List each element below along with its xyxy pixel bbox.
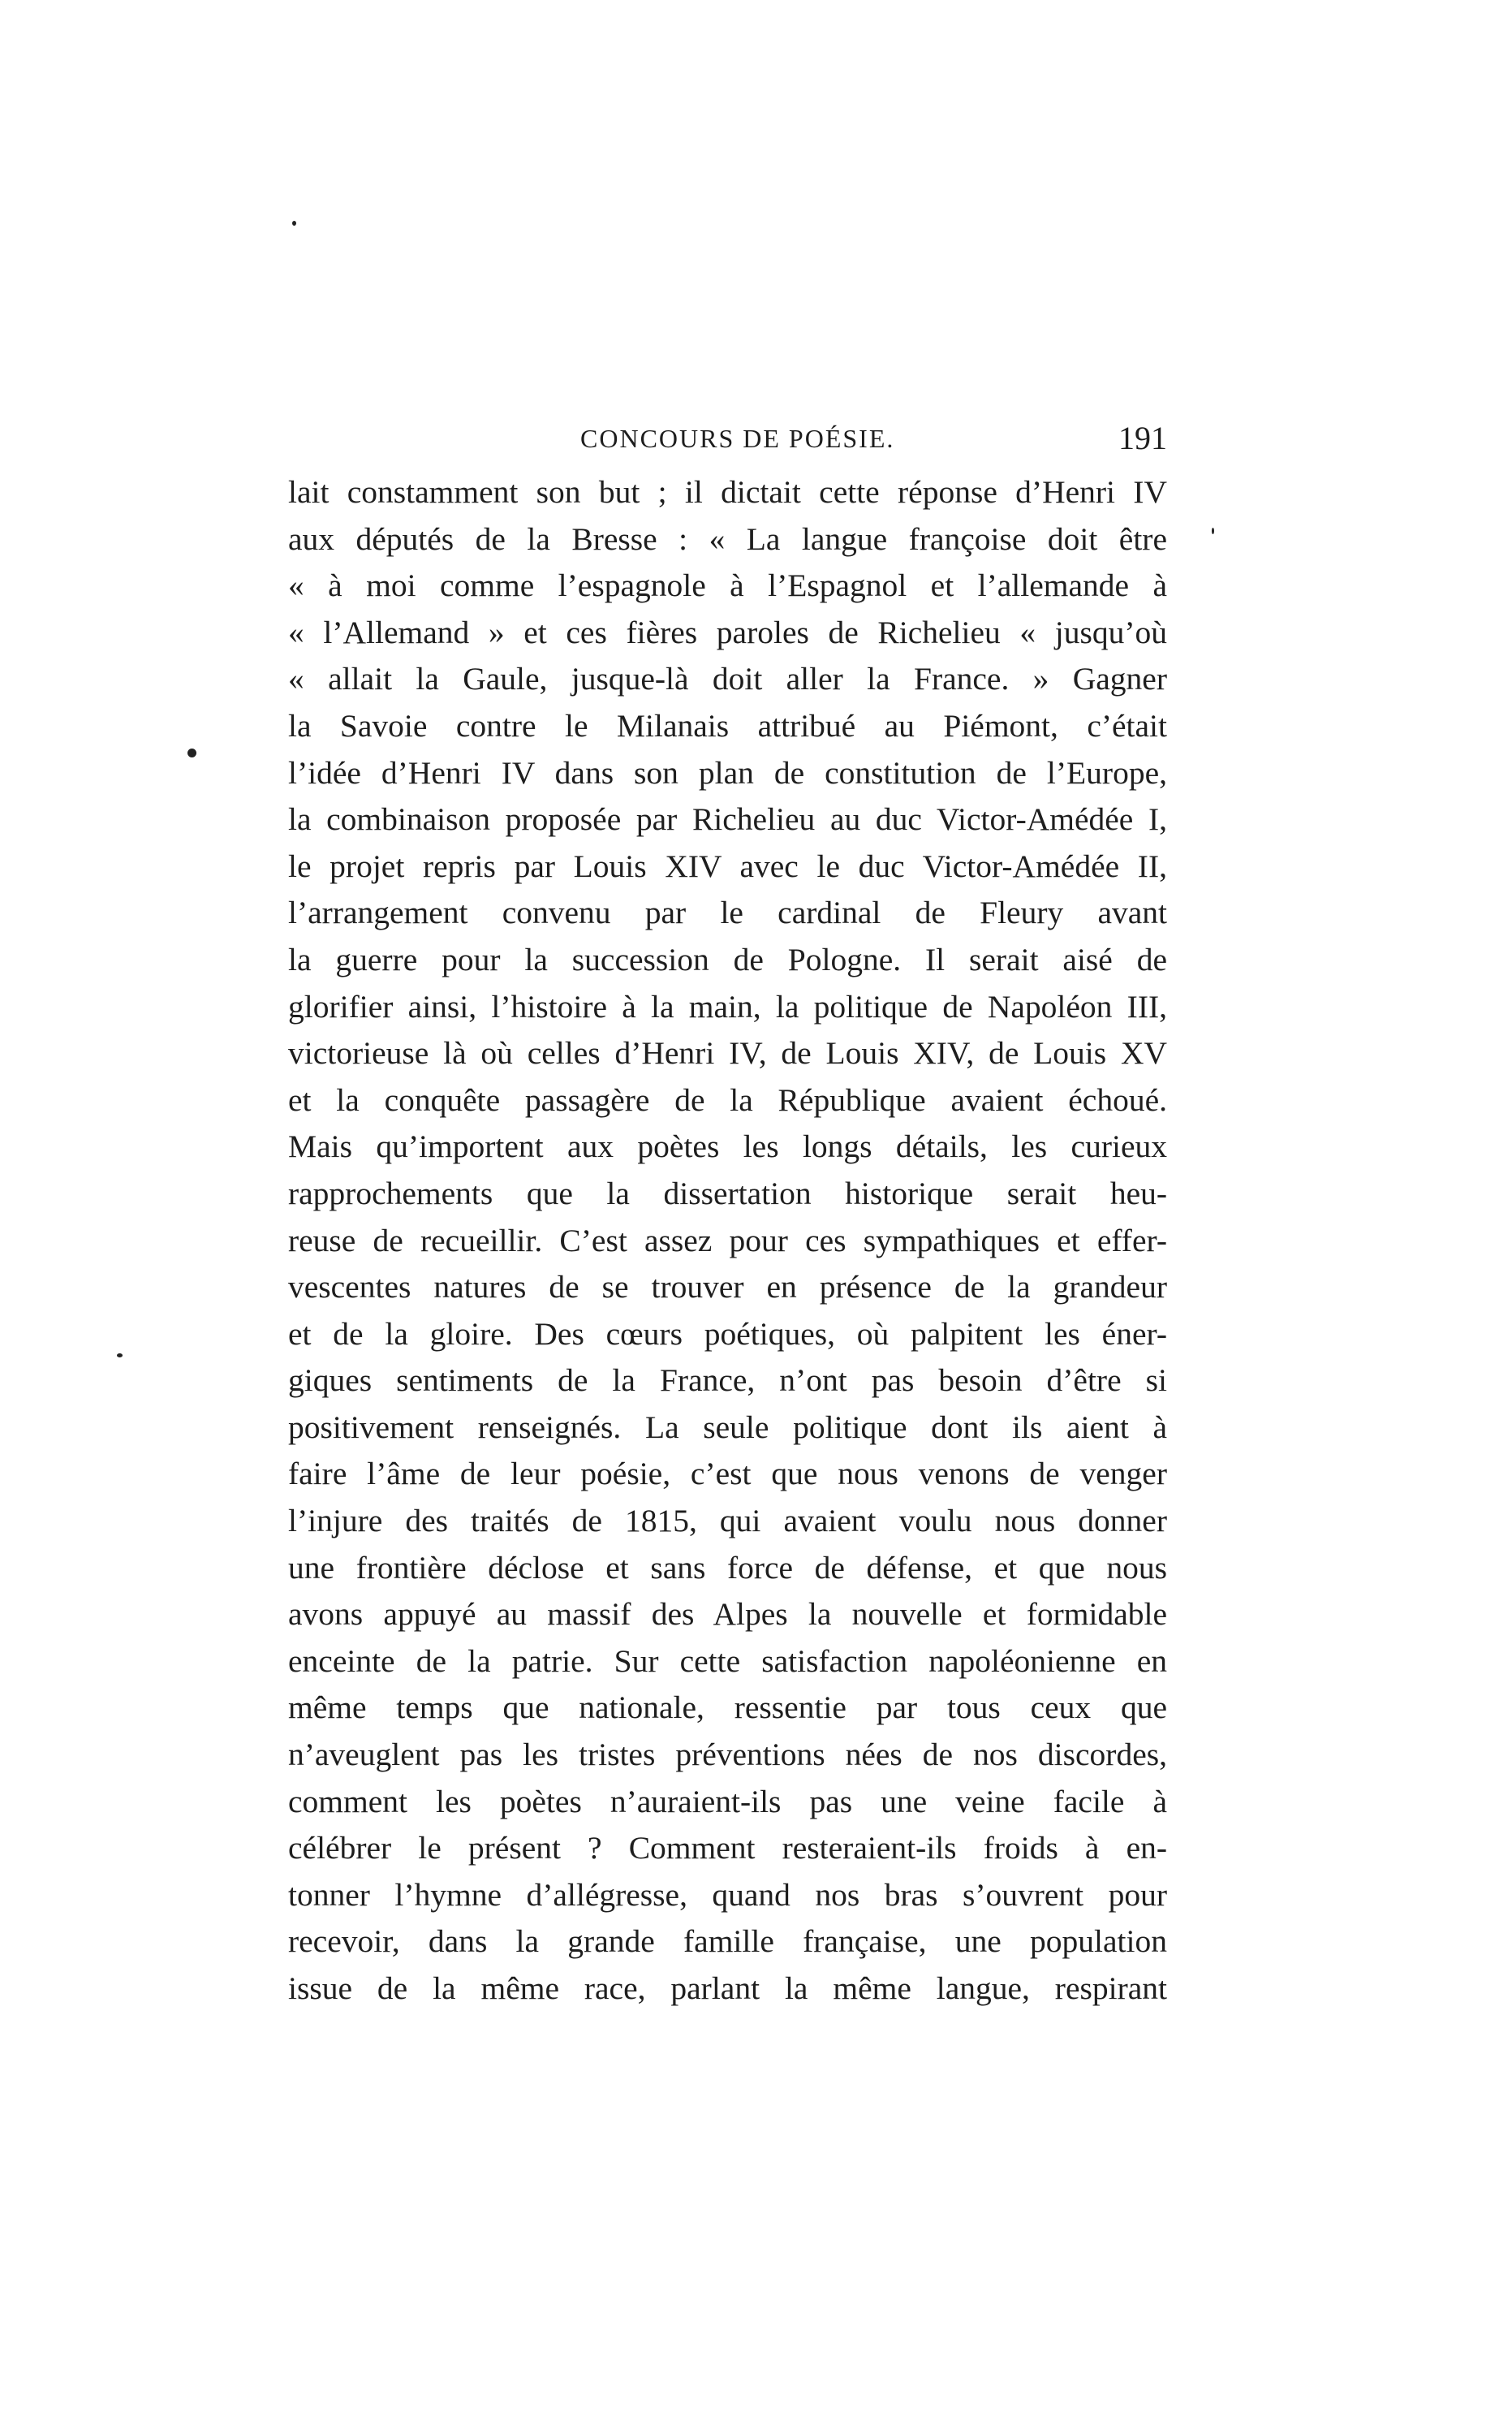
text-line: la combinaison proposée par Richelieu au duc Victor-Amédée I, [288,801,1167,838]
text-line: vescentes natures de se trouver en présence de la grandeur [288,1269,1167,1305]
text-line: l’arrangement convenu par le cardinal de Fleury avant [288,895,1167,931]
text-line: la Savoie contre le Milanais attribué au Piémont, c’était [288,707,1167,744]
text-line: « à moi comme l’espagnole à l’Espagnol et l’allemande à [288,567,1167,604]
text-line: victorieuse là où celles d’Henri IV, de Louis XIV, de Louis XV [288,1035,1167,1072]
text-line: lait constamment son but ; il dictait cette réponse d’Henri IV [288,474,1167,510]
text-line: avons appuyé au massif des Alpes la nouvelle et formidable [288,1596,1167,1633]
text-line: la guerre pour la succession de Pologne. Il serait aisé de [288,941,1167,977]
text-line: comment les poètes n’auraient-ils pas une veine facile à [288,1783,1167,1819]
text-line: Mais qu’importent aux poètes les longs détails, les curieux [288,1128,1167,1165]
text-line: « l’Allemand » et ces fières paroles de Richelieu « jusqu’où [288,614,1167,650]
ink-speck [292,221,296,226]
text-line: positivement renseignés. La seule politique dont ils aient à [288,1409,1167,1445]
running-title: CONCOURS DE POÉSIE. [580,424,895,453]
text-line: aux députés de la Bresse : « La langue françoise doit être [288,520,1167,557]
text-line: recevoir, dans la grande famille française, une population [288,1923,1167,1960]
text-line: même temps que nationale, ressentie par tous ceux que [288,1689,1167,1726]
ink-speck [1212,528,1214,534]
text-line: reuse de recueillir. C’est assez pour ces sympathiques et effer- [288,1222,1167,1258]
text-line: giques sentiments de la France, n’ont pas besoin d’être si [288,1362,1167,1399]
text-line: une frontière déclose et sans force de défense, et que nous [288,1549,1167,1586]
text-line: rapprochements que la dissertation historique serait heu- [288,1175,1167,1211]
text-line: n’aveuglent pas les tristes préventions nées de nos discordes, [288,1737,1167,1773]
page-number: 191 [1118,420,1167,456]
body-text [288,469,1167,2013]
text-line: « allait la Gaule, jusque-là doit aller la France. » Gagner [288,661,1167,697]
text-line: et la conquête passagère de la République avaient échoué. [288,1081,1167,1118]
text-line: et de la gloire. Des cœurs poétiques, où palpitent les éner- [288,1315,1167,1352]
text-line: issue de la même race, parlant la même langue, respirant [288,1970,1167,2006]
text-line: enceinte de la patrie. Sur cette satisfaction napoléonienne en [288,1642,1167,1679]
text-line: tonner l’hymne d’allégresse, quand nos bras s’ouvrent pour [288,1876,1167,1913]
text-line: le projet repris par Louis XIV avec le duc Victor-Amédée II, [288,848,1167,884]
ink-speck [187,749,196,757]
text-line: l’injure des traités de 1815, qui avaient voulu nous donner [288,1503,1167,1539]
text-line: glorifier ainsi, l’histoire à la main, la politique de Napoléon III, [288,988,1167,1025]
text-line: l’idée d’Henri IV dans son plan de constitution de l’Europe, [288,754,1167,791]
text-line: célébrer le présent ? Comment resteraient-ils froids à en- [288,1830,1167,1866]
running-head [288,416,1167,464]
ink-speck [117,1353,123,1357]
text-line: faire l’âme de leur poésie, c’est que nous venons de venger [288,1456,1167,1492]
